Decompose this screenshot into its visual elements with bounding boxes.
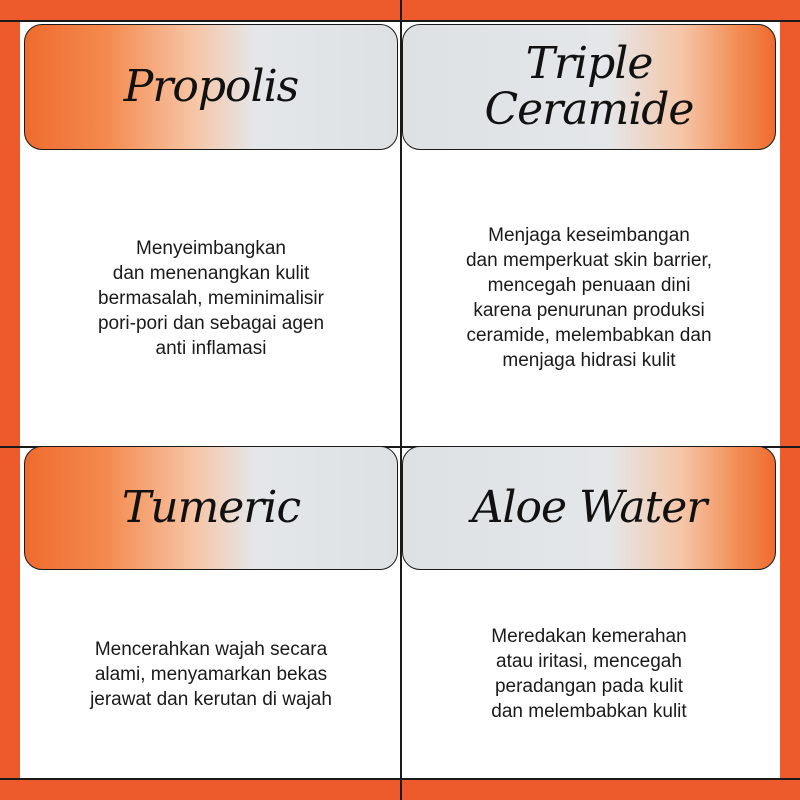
tumeric-title: Tumeric [121, 482, 301, 533]
aloe-water-description: Meredakan kemerahan atau iritasi, mencegah peradangan pada kulit dan melembabkan kulit [491, 626, 687, 722]
triple-ceramide-title: Triple Ceramide [484, 38, 694, 135]
propolis-description-box [24, 150, 398, 446]
aloe-water-description-box [402, 570, 776, 778]
aloe-water-header [402, 446, 776, 570]
tumeric-description-box [24, 570, 398, 778]
triple-ceramide-header [402, 24, 776, 150]
tumeric-header [24, 446, 398, 570]
tumeric-description: Mencerahkan wajah secara alami, menyamarkan bekas jerawat dan kerutan di wajah [90, 638, 332, 710]
horizontal-divider-bottom [0, 778, 800, 780]
triple-ceramide-description: Menjaga keseimbangan dan memperkuat skin barrier, mencegah penuaan dini karena penurunan produksi ceramide, melembabkan dan menjaga hidrasi kulit [465, 225, 713, 371]
triple-ceramide-description-box [402, 150, 776, 446]
horizontal-divider-top [0, 20, 800, 22]
propolis-description: Menyeimbangkan dan menenangkan kulit bermasalah, meminimalisir pori-pori dan sebagai agen anti inflamasi [97, 237, 325, 359]
propolis-title: Propolis [123, 61, 299, 112]
aloe-water-title: Aloe Water [471, 482, 707, 533]
propolis-header [24, 24, 398, 150]
